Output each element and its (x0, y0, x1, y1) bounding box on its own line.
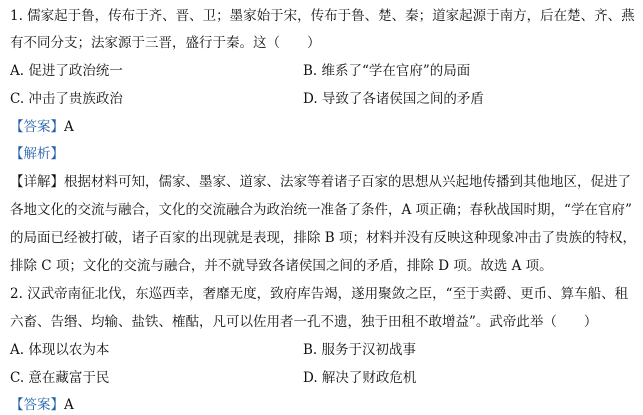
q1-option-b (303, 61, 470, 81)
q1-detail-line-4: 排除 C 项；文化的交流与融合，并不就导致各诸侯国之间的矛盾，排除 D 项。故选 A 项。 (10, 258, 553, 274)
q1-stem-line-2: 有不同分支；法家源于三晋，盛行于秦。这（ ） (10, 35, 321, 51)
q2-answer-value: A (64, 397, 74, 413)
q1-option-b-text: B. 维系了“学在官府”的局面 (303, 63, 471, 79)
q1-detail-text-1: 根据材料可知，儒家、墨家、道家、法家等着诸子百家的思想从兴起地传播到其他地区，促进了 (64, 174, 631, 190)
q1-stem-line-1: 1. 儒家起于鲁，传布于齐、晋、卫；墨家始于宋，传布于鲁、楚、秦；道家起源于南方，后在楚、齐、燕 (10, 8, 635, 24)
q1-analysis (10, 144, 64, 164)
q1-answer-label: 【答案】 (10, 119, 64, 135)
q2-option-c: C. 意在藏富于民 (10, 370, 110, 386)
q2-option-a: A. 体现以农为本 (10, 342, 110, 358)
q2-stem-line-1: 2. 汉武帝南征北伐，东巡西幸，奢靡无度，致府库告竭，遂用聚敛之臣，“至于卖爵、更币、算车船、租 (10, 286, 629, 302)
q2-answer-label: 【答案】 (10, 397, 64, 413)
q1-detail-line-1 (10, 172, 631, 192)
q1-detail-label: 【详解】 (10, 174, 64, 190)
q2-answer (10, 395, 74, 415)
q2-option-d: D. 解决了财政危机 (303, 370, 417, 386)
q1-option-a: A. 促进了政治统一 (10, 63, 123, 79)
q2-option-b: B. 服务于汉初战事 (303, 342, 417, 358)
q1-option-c: C. 冲击了贵族政治 (10, 91, 123, 107)
q1-detail-line-2: 各地文化的交流与融合，文化的交流融合为政治统一准备了条件，A 项正确；春秋战国时期，“学在官府” (10, 202, 632, 218)
q1-detail-line-3: 的局面已经被打破，诸子百家的出现就是表现，排除 B 项；材料并没有反映这种现象冲击了贵族的特权， (10, 230, 637, 246)
q1-option-d: D. 导致了各诸侯国之间的矛盾 (303, 91, 484, 107)
q1-analysis-label: 【解析】 (10, 146, 64, 162)
q1-answer (10, 117, 74, 137)
q1-answer-value: A (64, 119, 74, 135)
q2-stem-line-2: 六畜、告缗、均输、盐铁、榷酤，凡可以佐用者一孔不遗，独于田租不敢增益”。武帝此举（ ） (10, 314, 598, 330)
